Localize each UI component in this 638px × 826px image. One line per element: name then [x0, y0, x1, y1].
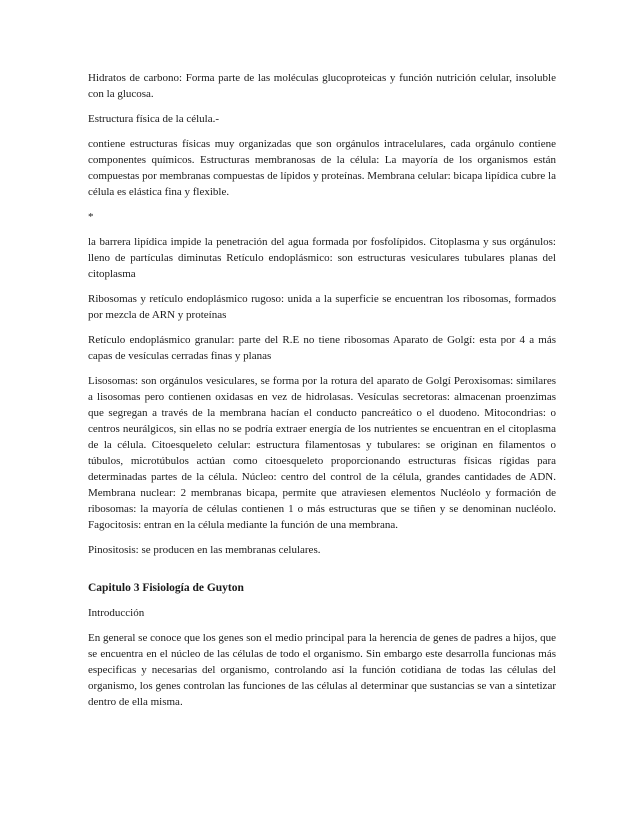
paragraph-introduccion-title: Introducción — [88, 607, 145, 619]
paragraph-estructura-title: Estructura física de la célula.- — [88, 113, 220, 125]
paragraph-estructuras-fisicas: contiene estructuras físicas muy organizadas que son orgánulos intracelulares, cada orgánulo contiene componentes químicos. Estructuras membranosas de la célula: La mayoría de los organismos están compuestas por membranas compuestas de lípidos y proteínas. Membrana celular: bicapa lipídica cubre la célula es elástica fina y flexible. — [88, 138, 556, 198]
paragraph-lisosomas: Lisosomas: son orgánulos vesiculares, se forma por la rotura del aparato de Golgí Peroxisomas: similares a lisosomas pero contienen oxidasas en vez de hidrolasas. Vesículas secretoras: almacenan proenzimas que segregan a través de la membrana hacían el conducto pancreático o el duodeno. Mitocondrias: o centros neurálgicos, sin ellas no se podría extraer energía de los nutrientes se encuentran en el citoplasma de la célula. Citoesqueleto celular: estructura filamentosas y tubulares: se originan en filamentos o túbulos, microtúbulos actúan como citoesqueleto proporcionando estructuras físicas rígidas para determinadas partes de la célula. Núcleo: centro del control de la célula, grandes cantidades de ADN. Membrana nuclear: 2 membranas bicapa, permite que atraviesen elementos Nucléolo y formación de ribosomas: la mayoría de células contienen 1 o más estructuras que se tiñen y se denominan nucléolo. Fagocitosis: entran en la célula mediante la función de una membrana. — [88, 375, 556, 531]
paragraph-asterisk: * — [88, 211, 94, 223]
section-heading: Capitulo 3 Fisiología de Guyton — [88, 582, 244, 594]
paragraph-pinositosis: Pinositosis: se producen en las membranas celulares. — [88, 544, 321, 556]
paragraph-barrera-lipidica: la barrera lipídica impide la penetración del agua formada por fosfolípidos. Citoplasma y sus orgánulos: lleno de partículas diminutas Retículo endoplásmico: son estructuras vesiculares tubulares planas del citoplasma — [88, 236, 556, 280]
document-body — [88, 70, 556, 719]
paragraph-hidratos: Hidratos de carbono: Forma parte de las moléculas glucoproteicas y función nutrición celular, insoluble con la glucosa. — [88, 72, 556, 100]
paragraph-ribosomas: Ribosomas y retículo endoplásmico rugoso: unida a la superficie se encuentran los ribosomas, formados por mezcla de ARN y proteínas — [88, 293, 556, 321]
paragraph-reticulo-granular: Retículo endoplásmico granular: parte del R.E no tiene ribosomas Aparato de Golgí: esta por 4 a más capas de vesículas cerradas finas y planas — [88, 334, 556, 362]
paragraph-introduccion-body: En general se conoce que los genes son el medio principal para la herencia de genes de padres a hijos, que se encuentra en el núcleo de las células de todo el organismo. Sin embargo este desarrolla funcionas más especificas y necesarias del organismo, controlando así la función cotidiana de todas las células del organismo, los genes controlan las funciones de las células al determinar que sustancias se van a sintetizar dentro de ella misma. — [88, 632, 556, 708]
